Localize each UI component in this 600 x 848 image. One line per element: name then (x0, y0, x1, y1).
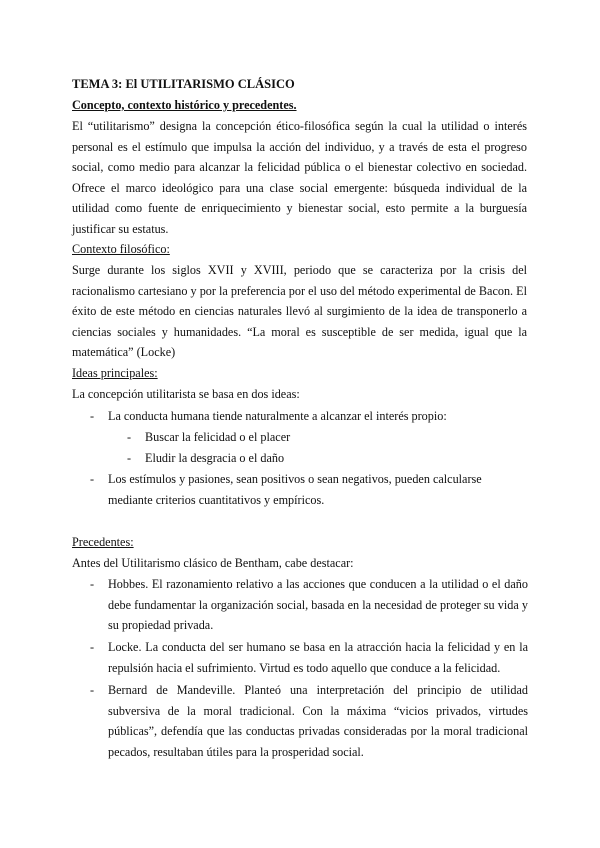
contexto-heading: Contexto filosófico: (72, 242, 170, 256)
bullet-dash: - (90, 409, 95, 423)
precedentes-intro: Antes del Utilitarismo clásico de Bentham, cabe destacar: (72, 556, 354, 570)
bullet-dash: - (90, 683, 95, 697)
contexto-paragraph: Surge durante los siglos XVII y XVIII, periodo que se caracteriza por la crisis del racionalismo cartesiano y por la preferencia por el uso del método experimental de Bacon. El éxito de este método en ciencias naturales llevó al surgimiento de la idea de transponerlo a ciencias sociales y humanidades. “La moral es susceptible de ser medida, igual que la matemática” (Locke) (72, 263, 527, 359)
ideas-item-1: La conducta humana tiende naturalmente a alcanzar el interés propio: (108, 409, 447, 423)
ideas-subitem-1: Buscar la felicidad o el placer (145, 430, 291, 444)
bullet-dash: - (127, 451, 132, 465)
section-heading: Concepto, contexto histórico y precedentes. (72, 98, 297, 112)
bullet-dash: - (90, 640, 95, 654)
precedentes-heading: Precedentes: (72, 535, 134, 549)
ideas-subitem-2: Eludir la desgracia o el daño (145, 451, 285, 465)
page-title: TEMA 3: El UTILITARISMO CLÁSICO (72, 77, 295, 91)
intro-paragraph: El “utilitarismo” designa la concepción ético-filosófica según la cual la utilidad o interés personal es el estímulo que impulsa la acción del individuo, y a través de esta el progreso social, como medio para alcanzar la felicidad pública o el bienestar colectivo en sociedad. Ofrece el marco ideológico para una clase social emergente: búsqueda individual de la utilidad como fuente de enriquecimiento y bienestar social, esto permite a la burguesía justificar su estatus. (72, 119, 527, 236)
bullet-dash: - (127, 430, 132, 444)
ideas-item-2: Los estímulos y pasiones, sean positivos o sean negativos, pueden calcularse mediante criterios cuantitativos y empíricos. (108, 472, 482, 507)
bullet-dash: - (90, 472, 95, 486)
precedente-hobbes: Hobbes. El razonamiento relativo a las acciones que conducen a la utilidad o el daño debe fundamentar la organización social, basada en la necesidad de proteger su vida y su propiedad privada. (108, 577, 528, 632)
precedente-locke: Locke. La conducta del ser humano se basa en la atracción hacia la felicidad y en la repulsión hacia el sufrimiento. Virtud es todo aquello que conduce a la felicidad. (108, 640, 528, 675)
ideas-intro: La concepción utilitarista se basa en dos ideas: (72, 387, 300, 401)
precedente-mandeville: Bernard de Mandeville. Planteó una interpretación del principio de utilidad subversiva de la moral tradicional. Con la máxima “vicios privados, virtudes públicas”, defendía que las conductas privadas consideradas por la moral tradicional pecados, resultaban útiles para la prosperidad social. (108, 683, 528, 759)
ideas-heading: Ideas principales: (72, 366, 158, 380)
bullet-dash: - (90, 577, 95, 591)
